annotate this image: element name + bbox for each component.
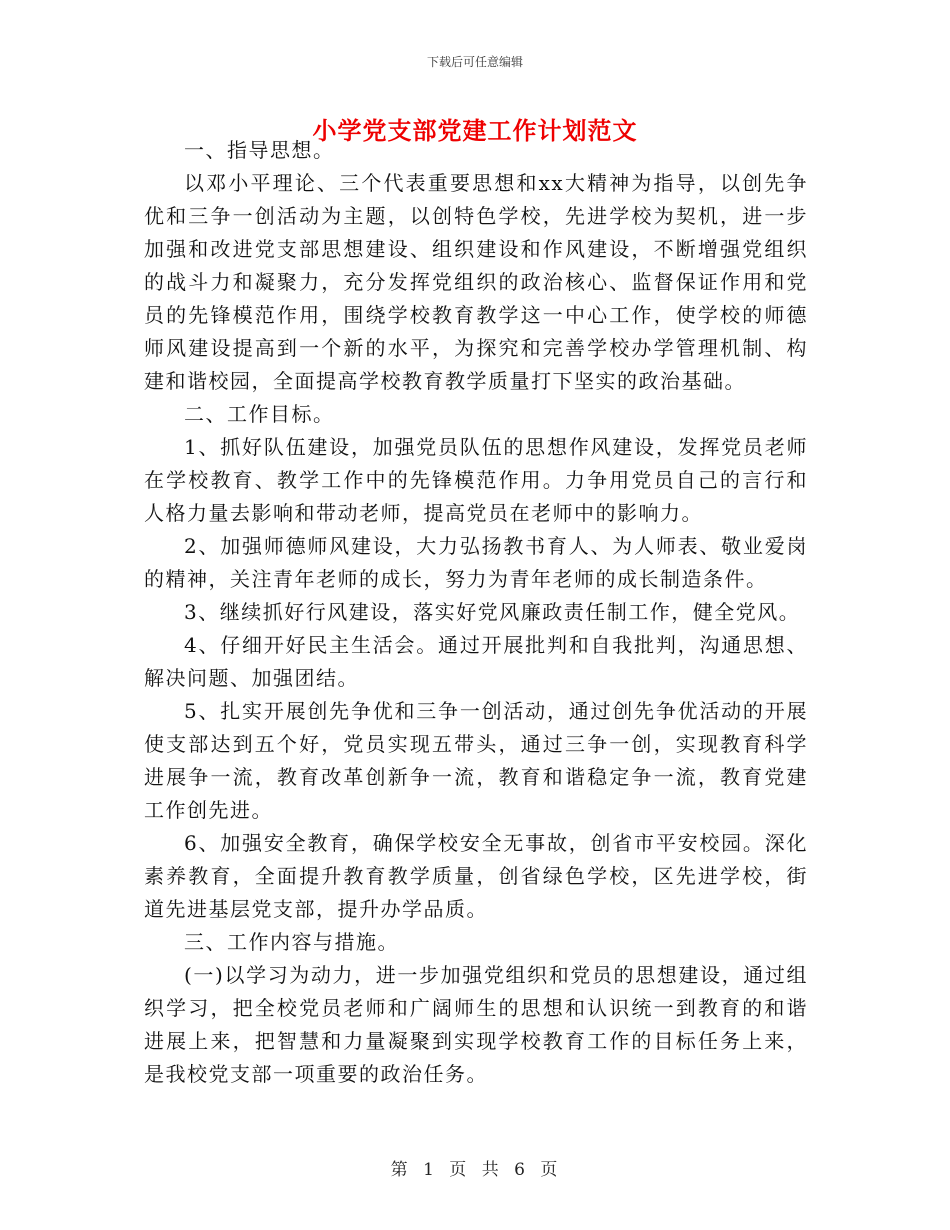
paragraph: 3、继续抓好行风建设，落实好党风廉政责任制工作，健全党风。	[184, 600, 801, 624]
page-number: 第 1 页 共 6 页	[390, 1160, 560, 1180]
paragraph-heading-1: 一、指导思想。	[184, 138, 335, 162]
paragraph: (一)以学习为动力，进一步加强党组织和党员的思想建设，通过组织学习，把全校党员老师和广阔师生的思想和认识统一到教育的和谐进展上来，把智慧和力量凝聚到实现学校教育工作的目标任务上来，是我校党支部一项重要的政治任务。	[144, 963, 808, 1086]
paragraph-heading-3: 三、工作内容与措施。	[184, 930, 399, 954]
paragraph: 5、扎实开展创先争优和三争一创活动，通过创先争优活动的开展使支部达到五个好，党员实现五带头，通过三争一创，实现教育科学进展争一流，教育改革创新争一流，教育和谐稳定争一流，教育党建工作创先进。	[144, 699, 808, 822]
paragraph: 2、加强师德师风建设，大力弘扬教书育人、为人师表、敬业爱岗的精神，关注青年老师的成长，努力为青年老师的成长制造条件。	[144, 534, 808, 591]
document-body	[144, 134, 808, 1091]
page-header-note: 下载后可任意编辑	[426, 55, 523, 69]
paragraph: 6、加强安全教育，确保学校安全无事故，创省市平安校园。深化素养教育，全面提升教育教学质量，创省绿色学校，区先进学校，街道先进基层党支部，提升办学品质。	[144, 831, 808, 921]
paragraph-heading-2: 二、工作目标。	[184, 402, 335, 426]
paragraph: 1、抓好队伍建设，加强党员队伍的思想作风建设，发挥党员老师在学校教育、教学工作中的先锋模范作用。力争用党员自己的言行和人格力量去影响和带动老师，提高党员在老师中的影响力。	[144, 435, 808, 525]
paragraph: 4、仔细开好民主生活会。通过开展批判和自我批判，沟通思想、解决问题、加强团结。	[144, 633, 808, 690]
document-title: 小学党支部党建工作计划范文	[312, 116, 638, 145]
paragraph: 以邓小平理论、三个代表重要思想和xx大精神为指导，以创先争优和三争一创活动为主题，以创特色学校，先进学校为契机，进一步加强和改进党支部思想建设、组织建设和作风建设，不断增强党组织的战斗力和凝聚力，充分发挥党组织的政治核心、监督保证作用和党员的先锋模范作用，围绕学校教育教学这一中心工作，使学校的师德师风建设提高到一个新的水平，为探究和完善学校办学管理机制、构建和谐校园，全面提高学校教育教学质量打下坚实的政治基础。	[144, 171, 808, 393]
